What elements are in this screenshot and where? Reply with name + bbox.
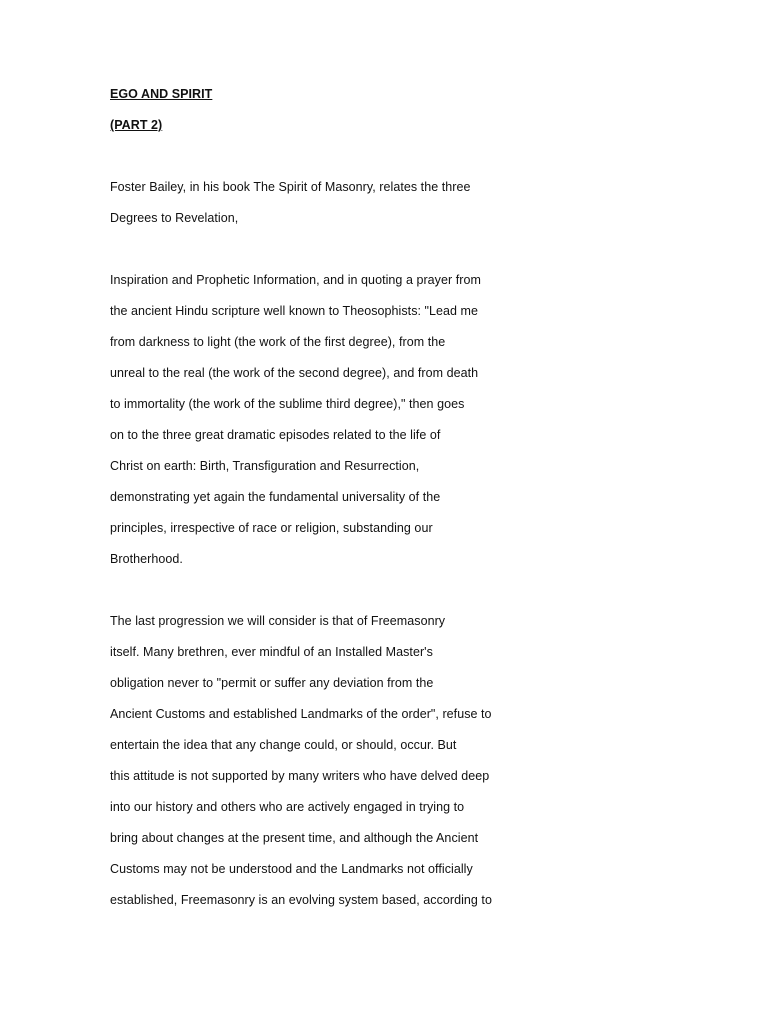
text-line: principles, irrespective of race or religion, substanding our [110,521,433,535]
text-line: on to the three great dramatic episodes related to the life of [110,428,441,442]
text-line: the ancient Hindu scripture well known to Theosophists: "Lead me [110,304,479,318]
text-line: Customs may not be understood and the Landmarks not officially [110,862,473,876]
text-line: Foster Bailey, in his book The Spirit of Masonry, relates the three [110,180,471,194]
text-line: itself. Many brethren, ever mindful of an Installed Master's [110,645,433,659]
text-line: into our history and others who are actively engaged in trying to [110,800,465,814]
text-line: to immortality (the work of the sublime third degree)," then goes [110,397,465,411]
text-line: obligation never to "permit or suffer any deviation from the [110,676,434,690]
text-line: from darkness to light (the work of the first degree), from the [110,335,446,349]
text-line: unreal to the real (the work of the second degree), and from death [110,366,479,380]
text-line: Inspiration and Prophetic Information, and in quoting a prayer from [110,273,481,287]
document-title: EGO AND SPIRIT [110,87,213,101]
document-subtitle: (PART 2) [110,118,163,132]
text-line: Brotherhood. [110,552,183,566]
text-line: bring about changes at the present time, and although the Ancient [110,831,479,845]
text-line: this attitude is not supported by many writers who have delved deep [110,769,490,783]
text-line: entertain the idea that any change could, or should, occur. But [110,738,457,752]
text-line: The last progression we will consider is that of Freemasonry [110,614,446,628]
text-line: Ancient Customs and established Landmarks of the order", refuse to [110,707,492,721]
text-line: Christ on earth: Birth, Transfiguration and Resurrection, [110,459,420,473]
text-line: established, Freemasonry is an evolving system based, according to [110,893,492,907]
text-line: Degrees to Revelation, [110,211,239,225]
text-line: demonstrating yet again the fundamental universality of the [110,490,441,504]
